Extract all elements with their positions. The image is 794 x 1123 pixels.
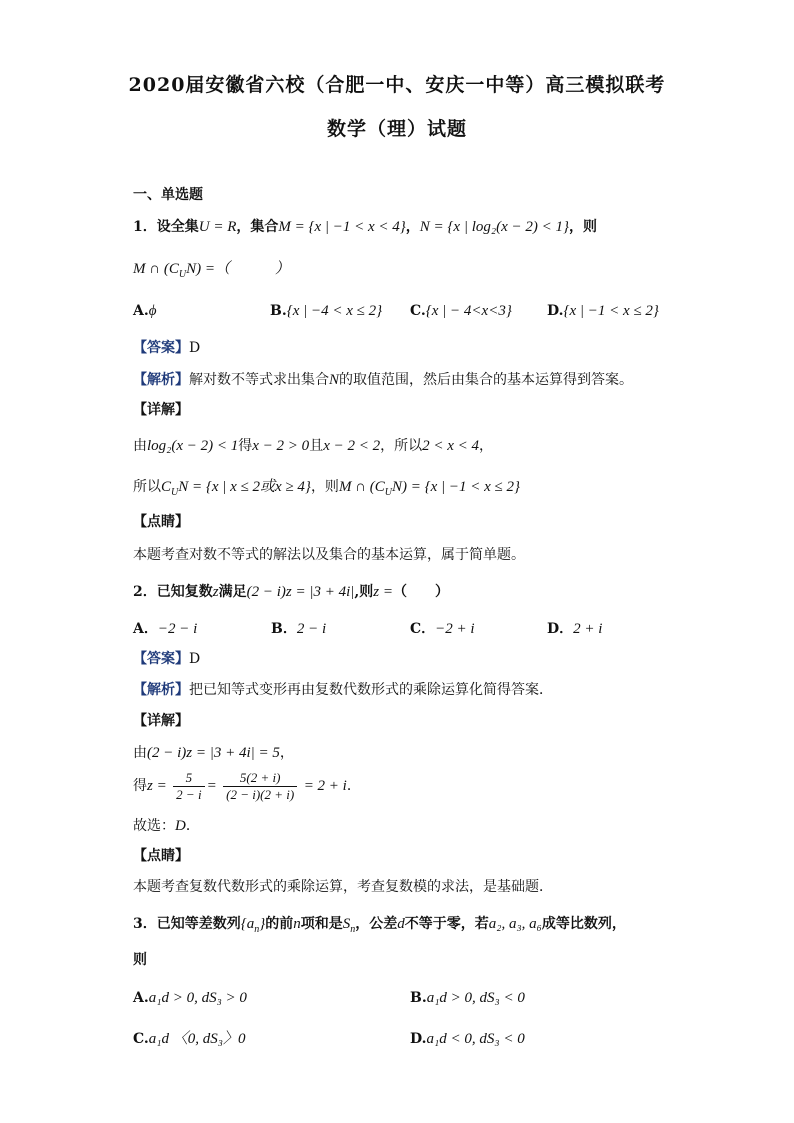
q1-stem: 1．设全集U = R，集合M = {x | −1 < x < 4}，N = {x | log₂(x − 2) < 1}，则: [133, 219, 597, 235]
q2-stem: 2．已知复数z满足(2 − i)z = |3 + 4i|,则z =（ ）: [133, 584, 449, 600]
q2-option-c: C．−2 + i: [410, 621, 475, 637]
q1-option-d: D.{x | −1 < x ≤ 2}: [547, 303, 659, 319]
q2-answer: 【答案】D: [133, 651, 201, 667]
q3-stem-line-2: 则: [133, 952, 147, 968]
q1-answer: 【答案】D: [133, 340, 201, 356]
q3-option-d: D.a₁d < 0, dS₃ < 0: [410, 1031, 525, 1047]
q1-option-a: A.ϕ: [133, 303, 157, 319]
q2-option-a: A．−2 − i: [133, 621, 198, 637]
q1-analysis: 【解析】解对数不等式求出集合N的取值范围，然后由集合的基本运算得到答案。: [133, 372, 634, 388]
q1-detail-1: 由log₂(x − 2) < 1得x − 2 > 0且x − 2 < 2，所以2 < x < 4，: [133, 438, 493, 454]
q2-comment-tag: 【点睛】: [133, 848, 189, 864]
q2-analysis: 【解析】把已知等式变形再由复数代数形式的乘除运算化简得答案．: [133, 682, 553, 698]
q1-option-b: B.{x | −4 < x ≤ 2}: [270, 303, 383, 319]
q2-detail-1: 由(2 − i)z = |3 + 4i| = 5，: [133, 745, 294, 761]
q2-comment: 本题考查复数代数形式的乘除运算，考查复数模的求法，是基础题．: [133, 879, 553, 895]
fraction-1: $\frac{5}{2 - i}$: [173, 770, 204, 802]
q1-option-c: C.{x | − 4<x<3}: [410, 303, 512, 319]
q2-option-d: D．2 + i: [547, 621, 603, 637]
fraction-2: $\frac{5(2 + i)}{(2 - i)(2 + i)}$: [223, 770, 297, 802]
q2-detail-2: 得z = $\frac{5}{2 - i}$ = $\frac{5(2 + i)}{(2 - i)(2 + i)}$ = 2 + i．: [133, 770, 361, 802]
q1-detail-2: 所以$C_UN = \{x$ | x ≤ 2或x ≥ 4}，则M ∩ $(C_UN) = \{x$ | −1 < x ≤ 2}: [133, 479, 521, 498]
q3-option-c: C.a₁d 〈0, dS₃〉0: [133, 1031, 246, 1047]
q2-option-b: B．2 − i: [271, 621, 327, 637]
q3-option-a: A.a₁d > 0, dS₃ > 0: [133, 990, 247, 1006]
q3-stem: 3．已知等差数列$\{a_n\}$的前n项和是$S_n$，公差d不等于零，若a₂, a₃, a₆成等比数列，: [133, 916, 626, 935]
q1-comment-tag: 【点睛】: [133, 514, 189, 530]
q1-comment: 本题考查对数不等式的解法以及集合的基本运算，属于简单题。: [133, 547, 525, 563]
q1-detail-tag: 【详解】: [133, 402, 189, 418]
q2-detail-tag: 【详解】: [133, 713, 189, 729]
q1-ask: M ∩ $(C_UN)$ =（ ）: [133, 261, 290, 280]
title-line-1: 2020届安徽省六校（合肥一中、安庆一中等）高三模拟联考: [128, 74, 666, 96]
q3-option-b: B.a₁d > 0, dS₃ < 0: [410, 990, 525, 1006]
section-heading: 一、单选题: [133, 187, 203, 203]
title-line-2: 数学（理）试题: [326, 118, 467, 140]
q2-detail-3: 故选：D．: [133, 818, 200, 834]
